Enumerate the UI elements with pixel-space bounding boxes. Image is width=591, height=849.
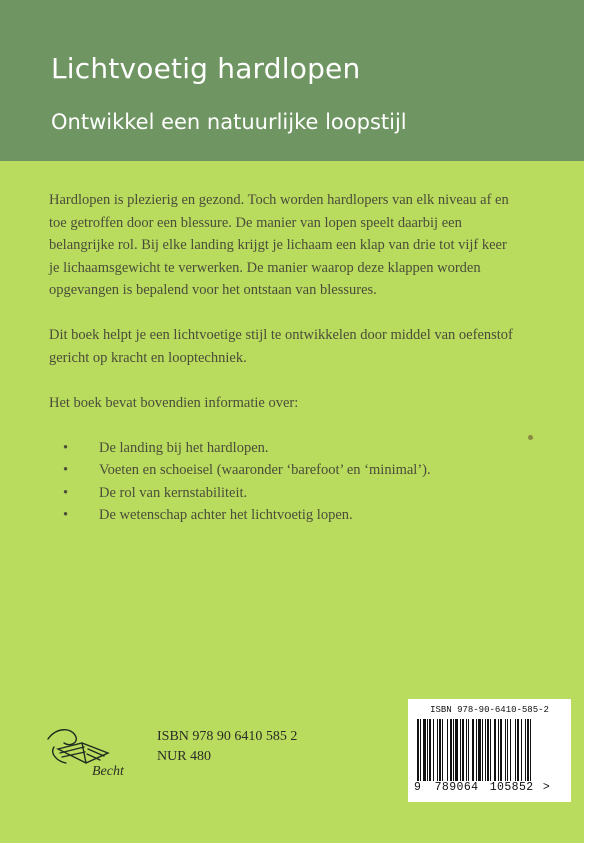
publisher-name: Becht [92, 764, 124, 779]
list-item-text: De landing bij het hardlopen. [99, 439, 269, 456]
barcode-panel [408, 699, 571, 802]
barcode-digits-left: 789064 [434, 781, 479, 794]
bullet-icon: • [63, 462, 69, 478]
list-item [49, 437, 519, 460]
blurb-paragraph: Het boek bevat bovendien informatie over: [49, 394, 299, 411]
print-speck [528, 435, 533, 440]
blurb-paragraph: Dit boek helpt je een lichtvoetige stijl te ontwikkelen door middel van oefenstof gericht op kracht en looptechniek. [49, 327, 513, 366]
barcode-isbn-label: ISBN 978-90-6410-585-2 [430, 705, 549, 715]
bullet-icon: • [63, 484, 69, 501]
barcode-icon [417, 719, 563, 783]
bullet-icon: • [63, 507, 69, 523]
list-item-text: De rol van kernstabiliteit. [99, 484, 248, 501]
nur-text: NUR 480 [157, 749, 212, 764]
barcode-digits-right: 105852 [489, 781, 534, 794]
list-item [49, 459, 519, 482]
barcode-digits [414, 781, 566, 794]
bullet-icon: • [63, 439, 69, 456]
barcode-quiet-mark: > [542, 781, 551, 794]
list-item [49, 482, 519, 505]
list-item-text: De wetenschap achter het lichtvoetig lopen. [99, 507, 353, 523]
isbn-text: ISBN 978 90 6410 585 2 [157, 729, 298, 744]
book-title: Lichtvoetig hardlopen [51, 52, 361, 85]
topic-list [49, 437, 519, 527]
title-band [0, 0, 584, 161]
book-subtitle: Ontwikkel een natuurlijke loopstijl [51, 110, 407, 134]
list-item-text: Voeten en schoeisel (waaronder ‘barefoot’ en ‘minimal’). [99, 462, 431, 478]
list-item [49, 504, 519, 527]
blurb-paragraph: Hardlopen is plezierig en gezond. Toch worden hardlopers van elk niveau af en toe getroffen door een blessure. De manier van lopen speelt daarbij een belangrijke rol. Bij elke landing krijgt je lichaam een klap van drie tot vijf keer je lichaamsgewicht te verwerken. De manier waarop deze klappen worden opgevangen is bepalend voor het ontstaan van blessures. [49, 192, 509, 298]
barcode-digit-lead: 9 [414, 781, 422, 794]
identifier-block [157, 727, 297, 767]
blurb [49, 189, 519, 527]
